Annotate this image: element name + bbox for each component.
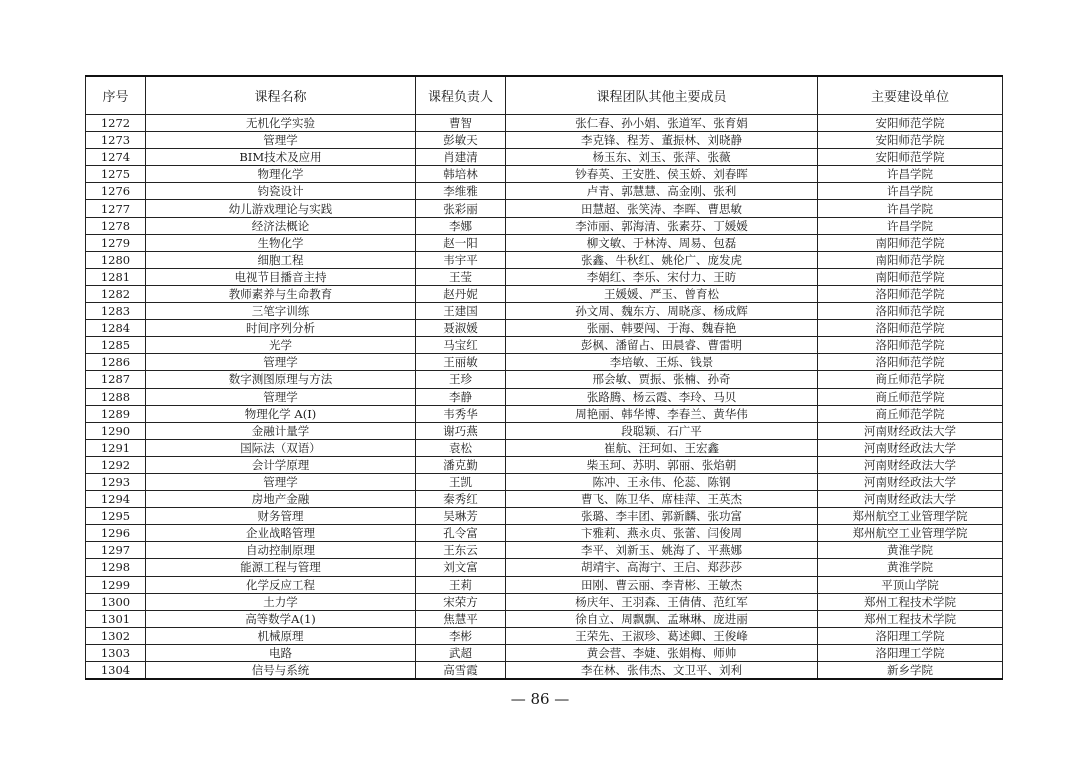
cell-index: 1299: [86, 576, 146, 593]
cell-team-members: 孙文周、魏东方、周晓彦、杨成辉: [506, 303, 818, 320]
table-row: [86, 559, 1003, 576]
cell-institution: 郑州工程技术学院: [818, 610, 1003, 627]
table-row: [86, 456, 1003, 473]
cell-institution: 洛阳理工学院: [818, 644, 1003, 661]
cell-team-members: 李培敏、王烁、钱景: [506, 354, 818, 371]
cell-institution: 商丘师范学院: [818, 405, 1003, 422]
cell-course-name: 企业战略管理: [146, 525, 416, 542]
cell-institution: 许昌学院: [818, 217, 1003, 234]
cell-course-lead: 李彬: [416, 627, 506, 644]
cell-course-lead: 宋荣方: [416, 593, 506, 610]
cell-team-members: 钞春英、王安胜、侯玉娇、刘春晖: [506, 166, 818, 183]
cell-course-name: 国际法（双语）: [146, 439, 416, 456]
table-row: [86, 285, 1003, 302]
course-table: [85, 75, 1003, 680]
cell-team-members: 张仁春、孙小娟、张道军、张育娟: [506, 115, 818, 132]
cell-course-lead: 刘文富: [416, 559, 506, 576]
table-row: [86, 371, 1003, 388]
cell-course-lead: 潘克勤: [416, 456, 506, 473]
table-row: [86, 644, 1003, 661]
cell-index: 1272: [86, 115, 146, 132]
cell-team-members: 李克锋、程芳、董振林、刘晓静: [506, 132, 818, 149]
table-row: [86, 405, 1003, 422]
cell-institution: 洛阳师范学院: [818, 337, 1003, 354]
header-course-name: 课程名称: [146, 76, 416, 115]
cell-course-name: 细胞工程: [146, 251, 416, 268]
cell-team-members: 柴玉珂、苏明、郭丽、张焰朝: [506, 456, 818, 473]
cell-course-name: 会计学原理: [146, 456, 416, 473]
cell-index: 1303: [86, 644, 146, 661]
table-row: [86, 576, 1003, 593]
cell-course-name: 电路: [146, 644, 416, 661]
cell-team-members: 段聪颖、石广平: [506, 422, 818, 439]
cell-team-members: 徐自立、周飘飘、孟琳琳、庞进丽: [506, 610, 818, 627]
cell-team-members: 杨庆年、王羽森、王倩倩、范红军: [506, 593, 818, 610]
cell-course-lead: 孔令富: [416, 525, 506, 542]
cell-team-members: 张路腾、杨云霞、李玲、马贝: [506, 388, 818, 405]
table-row: [86, 542, 1003, 559]
cell-index: 1302: [86, 627, 146, 644]
cell-course-name: 无机化学实验: [146, 115, 416, 132]
table-body: [86, 115, 1003, 680]
cell-institution: 许昌学院: [818, 183, 1003, 200]
cell-course-name: 财务管理: [146, 508, 416, 525]
cell-team-members: 陈冲、王永伟、伦蕊、陈钢: [506, 473, 818, 490]
cell-course-name: 能源工程与管理: [146, 559, 416, 576]
page-number: — 86 —: [510, 690, 570, 708]
cell-institution: 许昌学院: [818, 166, 1003, 183]
cell-index: 1278: [86, 217, 146, 234]
cell-index: 1277: [86, 200, 146, 217]
cell-team-members: 李娟红、李乐、宋付力、王昉: [506, 268, 818, 285]
cell-course-name: 光学: [146, 337, 416, 354]
cell-course-lead: 赵一阳: [416, 234, 506, 251]
cell-team-members: 黄会营、李婕、张娟梅、师帅: [506, 644, 818, 661]
table-row: [86, 320, 1003, 337]
cell-course-name: 时间序列分析: [146, 320, 416, 337]
cell-team-members: 柳文敏、于林涛、周易、包磊: [506, 234, 818, 251]
cell-course-name: 金融计量学: [146, 422, 416, 439]
cell-course-name: 管理学: [146, 132, 416, 149]
cell-team-members: 卢青、郭慧慧、高金刚、张利: [506, 183, 818, 200]
cell-index: 1274: [86, 149, 146, 166]
table-row: [86, 491, 1003, 508]
cell-course-lead: 李静: [416, 388, 506, 405]
table-row: [86, 627, 1003, 644]
cell-course-lead: 肖建清: [416, 149, 506, 166]
table-row: [86, 166, 1003, 183]
cell-course-name: 经济法概论: [146, 217, 416, 234]
cell-course-lead: 武超: [416, 644, 506, 661]
cell-course-lead: 赵丹妮: [416, 285, 506, 302]
cell-institution: 郑州航空工业管理学院: [818, 508, 1003, 525]
cell-course-lead: 袁松: [416, 439, 506, 456]
cell-institution: 洛阳师范学院: [818, 285, 1003, 302]
header-course-lead: 课程负责人: [416, 76, 506, 115]
cell-course-lead: 高雪霞: [416, 662, 506, 680]
cell-index: 1293: [86, 473, 146, 490]
cell-index: 1294: [86, 491, 146, 508]
cell-index: 1296: [86, 525, 146, 542]
cell-index: 1279: [86, 234, 146, 251]
cell-institution: 河南财经政法大学: [818, 473, 1003, 490]
cell-course-lead: 王东云: [416, 542, 506, 559]
cell-index: 1304: [86, 662, 146, 680]
cell-team-members: 曹飞、陈卫华、席桂萍、王英杰: [506, 491, 818, 508]
cell-course-lead: 聂淑媛: [416, 320, 506, 337]
cell-institution: 郑州工程技术学院: [818, 593, 1003, 610]
cell-index: 1276: [86, 183, 146, 200]
cell-course-name: 化学反应工程: [146, 576, 416, 593]
cell-institution: 南阳师范学院: [818, 251, 1003, 268]
cell-team-members: 李沛丽、郭海清、张素芬、丁媛媛: [506, 217, 818, 234]
cell-index: 1281: [86, 268, 146, 285]
cell-index: 1292: [86, 456, 146, 473]
cell-course-name: 生物化学: [146, 234, 416, 251]
cell-index: 1284: [86, 320, 146, 337]
cell-index: 1288: [86, 388, 146, 405]
cell-team-members: 王荣先、王淑珍、葛述卿、王俊峰: [506, 627, 818, 644]
cell-team-members: 张鑫、牛秋红、姚伦广、庞发虎: [506, 251, 818, 268]
cell-index: 1275: [86, 166, 146, 183]
cell-institution: 新乡学院: [818, 662, 1003, 680]
cell-course-name: 物理化学 A(I): [146, 405, 416, 422]
cell-course-lead: 焦慧平: [416, 610, 506, 627]
table-row: [86, 149, 1003, 166]
cell-team-members: 邢会敏、贾振、张楠、孙奇: [506, 371, 818, 388]
cell-course-name: 数字测图原理与方法: [146, 371, 416, 388]
table-row: [86, 337, 1003, 354]
cell-course-lead: 王莹: [416, 268, 506, 285]
cell-index: 1298: [86, 559, 146, 576]
cell-course-name: 钧瓷设计: [146, 183, 416, 200]
cell-index: 1297: [86, 542, 146, 559]
cell-course-lead: 王莉: [416, 576, 506, 593]
cell-institution: 河南财经政法大学: [818, 456, 1003, 473]
cell-course-lead: 吴琳芳: [416, 508, 506, 525]
cell-institution: 商丘师范学院: [818, 371, 1003, 388]
cell-course-name: 管理学: [146, 388, 416, 405]
cell-team-members: 崔航、汪珂如、王宏鑫: [506, 439, 818, 456]
cell-institution: 河南财经政法大学: [818, 422, 1003, 439]
cell-course-name: 教师素养与生命教育: [146, 285, 416, 302]
cell-team-members: 田慧超、张笑涛、李晖、曹思敏: [506, 200, 818, 217]
cell-course-name: 机械原理: [146, 627, 416, 644]
cell-course-name: 房地产金融: [146, 491, 416, 508]
cell-course-name: 电视节目播音主持: [146, 268, 416, 285]
table-header-row: [86, 76, 1003, 115]
cell-institution: 南阳师范学院: [818, 268, 1003, 285]
header-index: 序号: [86, 76, 146, 115]
cell-index: 1295: [86, 508, 146, 525]
cell-course-name: 管理学: [146, 473, 416, 490]
table-row: [86, 473, 1003, 490]
cell-institution: 河南财经政法大学: [818, 491, 1003, 508]
cell-team-members: 王媛媛、严玉、曾育松: [506, 285, 818, 302]
header-institution: 主要建设单位: [818, 76, 1003, 115]
cell-index: 1285: [86, 337, 146, 354]
cell-course-name: 自动控制原理: [146, 542, 416, 559]
cell-course-lead: 谢巧燕: [416, 422, 506, 439]
cell-course-lead: 韦秀华: [416, 405, 506, 422]
cell-course-lead: 王珍: [416, 371, 506, 388]
cell-team-members: 李平、刘新玉、姚海了、平燕娜: [506, 542, 818, 559]
cell-index: 1287: [86, 371, 146, 388]
cell-institution: 安阳师范学院: [818, 115, 1003, 132]
cell-team-members: 周艳丽、韩华博、李春兰、黄华伟: [506, 405, 818, 422]
cell-course-lead: 秦秀红: [416, 491, 506, 508]
cell-institution: 商丘师范学院: [818, 388, 1003, 405]
cell-institution: 洛阳师范学院: [818, 320, 1003, 337]
cell-institution: 平顶山学院: [818, 576, 1003, 593]
cell-institution: 南阳师范学院: [818, 234, 1003, 251]
table-row: [86, 388, 1003, 405]
cell-course-name: 土力学: [146, 593, 416, 610]
cell-course-lead: 韦宇平: [416, 251, 506, 268]
cell-course-lead: 韩培林: [416, 166, 506, 183]
cell-index: 1286: [86, 354, 146, 371]
cell-team-members: 卞雅莉、燕永贞、张蕾、闫俊周: [506, 525, 818, 542]
cell-course-name: 三笔字训练: [146, 303, 416, 320]
cell-course-name: 幼儿游戏理论与实践: [146, 200, 416, 217]
table-row: [86, 251, 1003, 268]
table-row: [86, 132, 1003, 149]
table-row: [86, 422, 1003, 439]
cell-team-members: 张璐、李丰团、郭新麟、张功富: [506, 508, 818, 525]
cell-team-members: 田刚、曹云丽、李青彬、王敏杰: [506, 576, 818, 593]
cell-institution: 许昌学院: [818, 200, 1003, 217]
cell-index: 1282: [86, 285, 146, 302]
cell-course-lead: 彭敏天: [416, 132, 506, 149]
cell-index: 1283: [86, 303, 146, 320]
table-row: [86, 217, 1003, 234]
cell-index: 1280: [86, 251, 146, 268]
table-row: [86, 183, 1003, 200]
cell-course-lead: 王建国: [416, 303, 506, 320]
cell-course-lead: 王凯: [416, 473, 506, 490]
table-row: [86, 115, 1003, 132]
cell-course-lead: 王丽敏: [416, 354, 506, 371]
table-row: [86, 303, 1003, 320]
cell-course-name: 高等数学A(1): [146, 610, 416, 627]
cell-institution: 安阳师范学院: [818, 132, 1003, 149]
cell-course-name: 管理学: [146, 354, 416, 371]
cell-course-lead: 李娜: [416, 217, 506, 234]
table-row: [86, 508, 1003, 525]
cell-institution: 郑州航空工业管理学院: [818, 525, 1003, 542]
cell-institution: 黄淮学院: [818, 559, 1003, 576]
table-row: [86, 610, 1003, 627]
cell-course-name: 物理化学: [146, 166, 416, 183]
table-row: [86, 354, 1003, 371]
table-row: [86, 439, 1003, 456]
table-row: [86, 662, 1003, 680]
cell-course-name: BIM技术及应用: [146, 149, 416, 166]
cell-institution: 黄淮学院: [818, 542, 1003, 559]
cell-team-members: 胡靖宇、高海宁、王启、郑莎莎: [506, 559, 818, 576]
cell-institution: 洛阳师范学院: [818, 303, 1003, 320]
cell-index: 1273: [86, 132, 146, 149]
cell-index: 1289: [86, 405, 146, 422]
cell-index: 1290: [86, 422, 146, 439]
table-row: [86, 593, 1003, 610]
header-team-members: 课程团队其他主要成员: [506, 76, 818, 115]
cell-institution: 河南财经政法大学: [818, 439, 1003, 456]
table-row: [86, 200, 1003, 217]
table-row: [86, 234, 1003, 251]
cell-team-members: 杨玉东、刘玉、张萍、张薇: [506, 149, 818, 166]
table-row: [86, 525, 1003, 542]
cell-institution: 洛阳师范学院: [818, 354, 1003, 371]
cell-team-members: 李在林、张伟杰、文卫平、刘利: [506, 662, 818, 680]
table-row: [86, 268, 1003, 285]
cell-course-lead: 马宝红: [416, 337, 506, 354]
cell-index: 1301: [86, 610, 146, 627]
cell-course-lead: 曹智: [416, 115, 506, 132]
cell-course-lead: 李维雅: [416, 183, 506, 200]
cell-index: 1291: [86, 439, 146, 456]
cell-course-lead: 张彩丽: [416, 200, 506, 217]
cell-team-members: 张丽、韩要闯、于海、魏春艳: [506, 320, 818, 337]
cell-institution: 安阳师范学院: [818, 149, 1003, 166]
cell-institution: 洛阳理工学院: [818, 627, 1003, 644]
cell-course-name: 信号与系统: [146, 662, 416, 680]
cell-index: 1300: [86, 593, 146, 610]
cell-team-members: 彭枫、潘留占、田晨睿、曹雷明: [506, 337, 818, 354]
